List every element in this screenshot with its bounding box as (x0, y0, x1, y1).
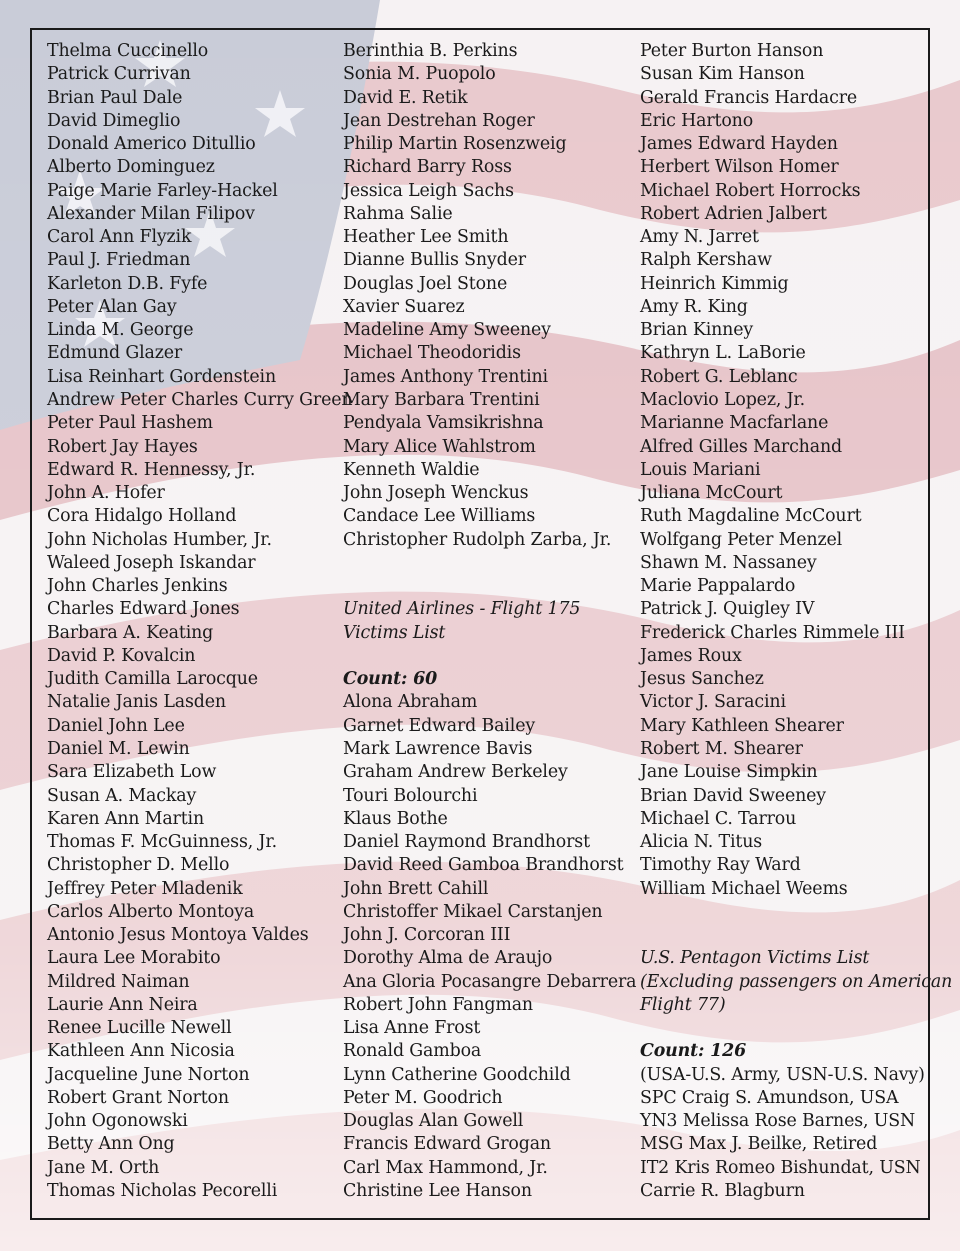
victim-name: Alberto Dominguez (47, 157, 215, 178)
victim-name: James Edward Hayden (640, 134, 838, 155)
victim-name: John Charles Jenkins (47, 576, 228, 597)
victim-name: Thomas Nicholas Pecorelli (47, 1181, 278, 1202)
victim-name: Klaus Bothe (343, 808, 448, 829)
victim-name: Jane Louise Simpkin (640, 762, 818, 783)
victim-name: Amy R. King (640, 296, 748, 317)
victim-name: Paige Marie Farley-Hackel (47, 180, 278, 201)
victim-name: Edward R. Hennessy, Jr. (47, 459, 256, 480)
victim-name: Robert M. Shearer (640, 738, 803, 759)
victim-name: Thelma Cuccinello (47, 41, 209, 61)
victim-name: Carlos Alberto Montoya (47, 901, 255, 922)
victim-name: Laura Lee Morabito (47, 948, 221, 969)
victim-name: Robert Jay Hayes (47, 436, 198, 457)
victim-name: Peter M. Goodrich (343, 1087, 503, 1108)
victim-name: Graham Andrew Berkeley (343, 762, 568, 783)
victim-name: Mary Alice Wahlstrom (343, 436, 536, 457)
victim-name: Ralph Kershaw (640, 250, 772, 271)
section-heading: U.S. Pentagon Victims List (640, 948, 870, 969)
victim-name: Dorothy Alma de Araujo (343, 948, 553, 969)
victim-name: Heinrich Kimmig (640, 273, 789, 294)
victim-name: Amy N. Jarret (640, 227, 759, 248)
victim-name: Carol Ann Flyzik (47, 227, 192, 248)
victim-name: Jesus Sanchez (640, 669, 764, 690)
victim-name: Christine Lee Hanson (343, 1181, 532, 1202)
victim-name: Shawn M. Nassaney (640, 552, 817, 573)
victim-name: Sara Elizabeth Low (47, 762, 217, 783)
section-heading: Victims List (343, 622, 446, 643)
victim-name: Wolfgang Peter Menzel (640, 529, 843, 550)
victim-name: John A. Hofer (47, 483, 165, 504)
victim-name: John Nicholas Humber, Jr. (47, 529, 272, 550)
victim-name: Karleton D.B. Fyfe (47, 273, 208, 294)
victim-name: Candace Lee Williams (343, 506, 536, 527)
victim-name: Waleed Joseph Iskandar (47, 552, 256, 573)
victim-name: MSG Max J. Beilke, Retired (640, 1134, 878, 1155)
victim-name: David P. Kovalcin (47, 645, 196, 666)
victim-name: Jeffrey Peter Mladenik (47, 878, 243, 899)
victim-name: Carl Max Hammond, Jr. (343, 1157, 548, 1178)
victim-name: Alfred Gilles Marchand (640, 436, 842, 457)
victim-name: Maclovio Lopez, Jr. (640, 389, 806, 410)
victim-name: Jessica Leigh Sachs (343, 180, 514, 201)
victim-name: John Ogonowski (47, 1111, 188, 1132)
victim-name: Christopher Rudolph Zarba, Jr. (343, 529, 612, 550)
victim-name: Mary Kathleen Shearer (640, 715, 844, 736)
victim-name: Francis Edward Grogan (343, 1134, 551, 1155)
victim-name: Jean Destrehan Roger (343, 110, 535, 131)
victim-name: Victor J. Saracini (640, 692, 786, 713)
victim-name: David E. Retik (343, 87, 468, 108)
victim-name: Michael Theodoridis (343, 343, 521, 364)
victim-name: James Roux (640, 645, 742, 666)
victim-name: Douglas Joel Stone (343, 273, 508, 294)
victim-name: David Reed Gamboa Brandhorst (343, 855, 624, 876)
victim-name: Herbert Wilson Homer (640, 157, 839, 178)
victim-name: Kenneth Waldie (343, 459, 480, 480)
victim-name: Michael C. Tarrou (640, 808, 797, 829)
victim-name: Jacqueline June Norton (47, 1064, 250, 1085)
victim-name: Kathleen Ann Nicosia (47, 1041, 235, 1062)
victim-name: Heather Lee Smith (343, 227, 509, 248)
names-column-2 (343, 40, 636, 1203)
section-heading: Flight 77) (640, 994, 726, 1015)
victim-name: Alexander Milan Filipov (47, 203, 255, 224)
victim-name: Gerald Francis Hardacre (640, 87, 858, 108)
victim-name: Christopher D. Mello (47, 855, 230, 876)
victim-name: Patrick J. Quigley IV (640, 599, 815, 620)
victim-name: Daniel Raymond Brandhorst (343, 832, 590, 853)
blank-line (640, 924, 952, 947)
victim-name: Timothy Ray Ward (640, 855, 801, 876)
blank-line (343, 552, 636, 575)
victim-name: Susan A. Mackay (47, 785, 197, 806)
victim-name: Mark Lawrence Bavis (343, 738, 533, 759)
victim-name: Paul J. Friedman (47, 250, 191, 271)
victim-name: James Anthony Trentini (343, 366, 548, 387)
victim-name: Lynn Catherine Goodchild (343, 1064, 571, 1085)
victim-name: Barbara A. Keating (47, 622, 214, 643)
victim-name: Peter Paul Hashem (47, 413, 213, 434)
victim-name: Garnet Edward Bailey (343, 715, 536, 736)
victim-name: Xavier Suarez (343, 296, 465, 317)
victim-name: Juliana McCourt (640, 483, 783, 504)
victim-name: Ronald Gamboa (343, 1041, 482, 1062)
victim-name: Michael Robert Horrocks (640, 180, 861, 201)
victim-name: Madeline Amy Sweeney (343, 320, 551, 341)
victim-name: Brian Paul Dale (47, 87, 183, 108)
blank-line (640, 1017, 952, 1040)
victim-name: Andrew Peter Charles Curry Green (47, 389, 353, 410)
victim-count: Count: 60 (343, 669, 438, 690)
victim-name: Lisa Reinhart Gordenstein (47, 366, 276, 387)
victim-name: Touri Bolourchi (343, 785, 478, 806)
names-column-3 (640, 40, 952, 1203)
victim-name: Renee Lucille Newell (47, 1018, 232, 1039)
victim-name: Peter Burton Hanson (640, 41, 824, 61)
victim-name: William Michael Weems (640, 878, 848, 899)
victim-name: Robert Grant Norton (47, 1087, 229, 1108)
victim-name: Philip Martin Rosenzweig (343, 134, 567, 155)
victim-name: Carrie R. Blagburn (640, 1181, 805, 1202)
victim-name: Susan Kim Hanson (640, 64, 805, 85)
victim-name: Douglas Alan Gowell (343, 1111, 524, 1132)
victim-name: IT2 Kris Romeo Bishundat, USN (640, 1157, 921, 1178)
victim-name: Laurie Ann Neira (47, 994, 198, 1015)
victim-name: Pendyala Vamsikrishna (343, 413, 544, 434)
section-heading: (Excluding passengers on American (640, 971, 953, 992)
victim-name: Lisa Anne Frost (343, 1018, 481, 1039)
victim-name: Alona Abraham (343, 692, 478, 713)
blank-line (343, 575, 636, 598)
victim-name: Brian David Sweeney (640, 785, 826, 806)
victim-name: John J. Corcoran III (343, 925, 511, 946)
victim-name: Frederick Charles Rimmele III (640, 622, 905, 643)
victim-name: Betty Ann Ong (47, 1134, 175, 1155)
victim-name: Thomas F. McGuinness, Jr. (47, 832, 277, 853)
victim-name: John Joseph Wenckus (343, 483, 529, 504)
victim-name: Charles Edward Jones (47, 599, 240, 620)
victim-name: Marianne Macfarlane (640, 413, 829, 434)
victim-name: Mildred Naiman (47, 971, 190, 992)
victim-name: Linda M. George (47, 320, 194, 341)
section-heading: United Airlines - Flight 175 (343, 599, 581, 620)
victim-name: Robert John Fangman (343, 994, 533, 1015)
victim-name: Edmund Glazer (47, 343, 183, 364)
victim-name: Karen Ann Martin (47, 808, 205, 829)
victim-name: Judith Camilla Larocque (47, 669, 258, 690)
victim-name: Alicia N. Titus (640, 832, 763, 853)
victim-name: Antonio Jesus Montoya Valdes (47, 925, 309, 946)
victim-name: Robert G. Leblanc (640, 366, 798, 387)
victim-count: Count: 126 (640, 1041, 747, 1062)
victim-name: Ruth Magdaline McCourt (640, 506, 862, 527)
victim-name: John Brett Cahill (343, 878, 489, 899)
victim-name: YN3 Melissa Rose Barnes, USN (640, 1111, 916, 1132)
victim-name: Daniel John Lee (47, 715, 185, 736)
victim-name: Cora Hidalgo Holland (47, 506, 237, 527)
victim-name: Kathryn L. LaBorie (640, 343, 806, 364)
victim-name: Peter Alan Gay (47, 296, 177, 317)
victim-name: Natalie Janis Lasden (47, 692, 226, 713)
victim-name: Daniel M. Lewin (47, 738, 190, 759)
victim-name: Brian Kinney (640, 320, 754, 341)
blank-line (640, 901, 952, 924)
victim-name: Donald Americo Ditullio (47, 134, 256, 155)
victim-name: Eric Hartono (640, 110, 754, 131)
victim-name: Dianne Bullis Snyder (343, 250, 526, 271)
victim-name: Christoffer Mikael Carstanjen (343, 901, 603, 922)
victim-name: Jane M. Orth (47, 1157, 160, 1178)
blank-line (343, 645, 636, 668)
victim-name: Richard Barry Ross (343, 157, 512, 178)
names-column-1 (47, 40, 352, 1203)
victim-name: SPC Craig S. Amundson, USA (640, 1087, 899, 1108)
victim-name: Mary Barbara Trentini (343, 389, 540, 410)
victim-name: (USA-U.S. Army, USN-U.S. Navy) (640, 1064, 925, 1085)
victim-name: Sonia M. Puopolo (343, 64, 496, 85)
victim-name: David Dimeglio (47, 110, 181, 131)
victim-name: Louis Mariani (640, 459, 761, 480)
victim-name: Rahma Salie (343, 203, 453, 224)
victim-name: Berinthia B. Perkins (343, 41, 518, 61)
victim-name: Patrick Currivan (47, 64, 191, 85)
victim-name: Ana Gloria Pocasangre Debarrera (343, 971, 637, 992)
victim-name: Robert Adrien Jalbert (640, 203, 827, 224)
victim-name: Marie Pappalardo (640, 576, 796, 597)
